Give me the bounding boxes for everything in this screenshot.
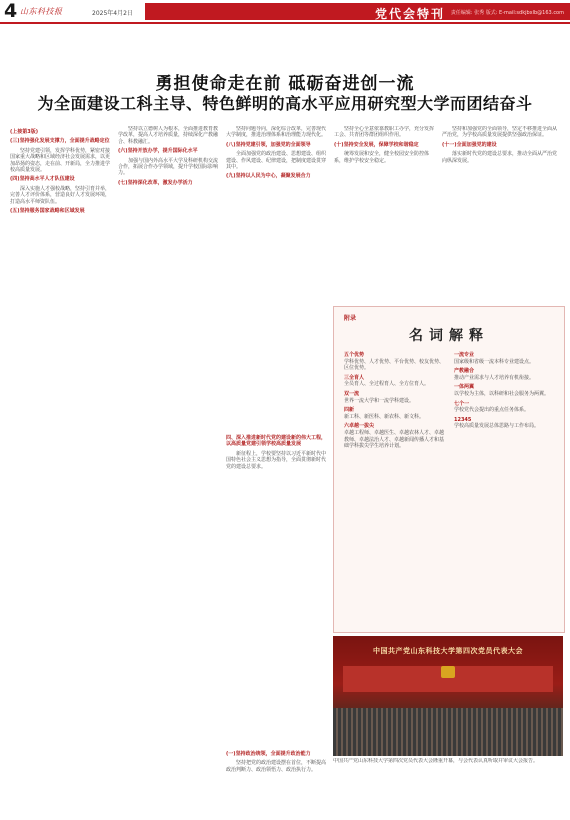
issue-date: 2025年4月2日 — [92, 10, 133, 17]
article-column-5 — [442, 126, 560, 316]
glossary-definition: 世界一流大学和一流学科建设。 — [344, 397, 415, 404]
congress-banner: 中国共产党山东科技大学第四次党员代表大会 — [373, 647, 523, 655]
glossary-term: 12345 — [454, 416, 472, 423]
headline-line-1: 勇担使命走在前 砥砺奋进创一流 — [155, 74, 415, 94]
glossary-term: 一体两翼 — [454, 384, 475, 391]
column-subhead: (九)坚持以人民为中心，凝聚发展合力 — [226, 173, 311, 180]
glossary-definition: 以学校为主体，以科研和社会服务为两翼。 — [454, 390, 550, 397]
glossary-definition: 学科优势、人才优势、平台优势、校友优势、区位优势。 — [344, 358, 445, 372]
congress-photo — [333, 636, 563, 756]
column-paragraph: 深入实施人才强校战略，坚持引育并举，完善人才评价体系，营造良好人才发展环境，打造高水平师资队伍。 — [10, 185, 111, 205]
column-subhead: (三)坚持强化发展支撑力，全面提升战略定位 — [10, 138, 110, 145]
article-column-3 — [226, 126, 329, 426]
glossary-term: 六卓越一拔尖 — [344, 423, 375, 430]
column-paragraph: 坚持和加强党的全面领导，坚定不移推进全面从严治党，为学校高质量发展提供坚强政治保证。 — [442, 126, 558, 139]
column-subhead: (七)坚持深化改革，激发办学活力 — [118, 179, 193, 186]
page-number: 4 — [4, 0, 18, 22]
article-column-3c — [226, 748, 329, 816]
headline-line-2: 为全面建设工科主导、特色鲜明的高水平应用研究型大学而团结奋斗 — [37, 94, 533, 113]
glossary-definition: 卓越工程师、卓越医生、卓越农林人才、卓越教师、卓越法治人才、卓越新闻传播人才和基础学科拔尖学生培养计划。 — [344, 429, 445, 450]
column-paragraph: 坚持把党的政治建设摆在首位，不断提高政治判断力、政治领悟力、政治执行力。 — [226, 760, 327, 773]
column-paragraph: 统筹发展和安全，健全校园安全防控体系，维护学校安全稳定。 — [334, 151, 430, 164]
glossary-term: 三全育人 — [344, 374, 365, 381]
article-column-4 — [334, 126, 437, 286]
column-subhead: (十一)全面加强党的建设 — [442, 141, 497, 148]
glossary-box — [333, 306, 565, 633]
column-paragraph: 全面加强党的政治建设、思想建设、组织建设、作风建设、纪律建设，把制度建设贯穿其中。 — [226, 151, 327, 171]
column-paragraph: 坚持党建引领，发挥学科优势，紧密对接国家重大战略和区域经济社会发展需求，以更加昂扬的姿态，走在前、开新局，全力推进学校高质量发展。 — [10, 147, 111, 174]
glossary-title: 名词解释 — [409, 328, 489, 344]
page-header — [0, 0, 570, 22]
glossary-definition: 新工科、新医科、新农科、新文科。 — [344, 413, 425, 420]
glossary-definition: 全员育人、全过程育人、全方位育人。 — [344, 381, 430, 388]
column-subhead: (四)坚持高水平人才队伍建设 — [10, 176, 75, 183]
glossary-term: 产教融合 — [454, 368, 475, 375]
glossary-definition: 学校党代会提出的重点任务体系。 — [454, 407, 530, 414]
glossary-term: 双一流 — [344, 390, 360, 397]
article-column-3b — [226, 432, 329, 592]
column-paragraph: 坚持全心全意依靠教职工办学，充分发挥工会、共青团等群团组织作用。 — [334, 126, 435, 139]
column-subhead: (六)坚持开放办学，提升国际化水平 — [118, 148, 198, 155]
column-subhead: (十)坚持安全发展，保障学校和谐稳定 — [334, 141, 419, 148]
glossary-term: 五个优势 — [344, 352, 365, 358]
photo-caption: 中国共产党山东科技大学第四次党员代表大会隆重开幕，与会代表认真听取并审议大会报告。 — [333, 758, 539, 764]
editor-credits: 责任编辑: 张秀 版式: E-mail:sdkjbxlb@163.com — [450, 10, 564, 16]
column-paragraph: 加强与国内外高水平大学及科研机构交流合作，拓展合作办学领域，提升学校国际影响力。 — [118, 157, 219, 177]
section-title: 党代会特刊 — [375, 7, 446, 21]
glossary-term: 四新 — [344, 407, 355, 414]
glossary-definition: 推动产业需求与人才培养有机衔接。 — [454, 374, 535, 381]
column-paragraph: 落实新时代党的建设总要求，推动全面从严治党向纵深发展。 — [442, 151, 558, 164]
column-subhead: (上接第3版) — [10, 129, 39, 135]
glossary-tag: 附录 — [344, 315, 357, 322]
column-subhead: (八)坚持党建引领，加强党的全面领导 — [226, 141, 311, 148]
newspaper-logo: 山东科技报 — [20, 7, 63, 16]
header-rule — [0, 22, 570, 24]
article-column-2 — [118, 126, 221, 816]
section-banner — [145, 3, 570, 20]
column-paragraph: 坚持问题导向，深化综合改革，完善现代大学制度，推进治理体系和治理能力现代化。 — [226, 126, 327, 139]
glossary-column-1 — [344, 349, 446, 627]
glossary-definition: 国家级和省级一流本科专业建设点。 — [454, 358, 535, 365]
audience-crowd — [333, 708, 563, 756]
article-column-1 — [10, 126, 113, 816]
column-subhead: (五)坚持服务国家战略和区域发展 — [10, 208, 85, 215]
glossary-term: 一流专业 — [454, 352, 475, 358]
column-paragraph: 新征程上，学校要坚持以习近平新时代中国特色社会主义思想为指导，全面贯彻新时代党的建设总要求。 — [226, 450, 327, 470]
party-emblem-icon — [441, 666, 455, 678]
column-paragraph: 坚持以立德树人为根本，全面推进教育教学改革，提高人才培养质量，持续深化产教融合、科教融汇。 — [118, 126, 219, 145]
column-subhead: 四、深入推进新时代党的建设新的伟大工程，以高质量党建引领学校高质量发展 — [226, 435, 327, 448]
column-subhead: (一)坚持政治统领，全面提升政治能力 — [226, 751, 311, 757]
glossary-definition: 学校高质量发展总体思路与工作布局。 — [454, 423, 540, 430]
glossary-term: 七个一 — [454, 400, 470, 407]
glossary-column-2 — [454, 349, 556, 627]
